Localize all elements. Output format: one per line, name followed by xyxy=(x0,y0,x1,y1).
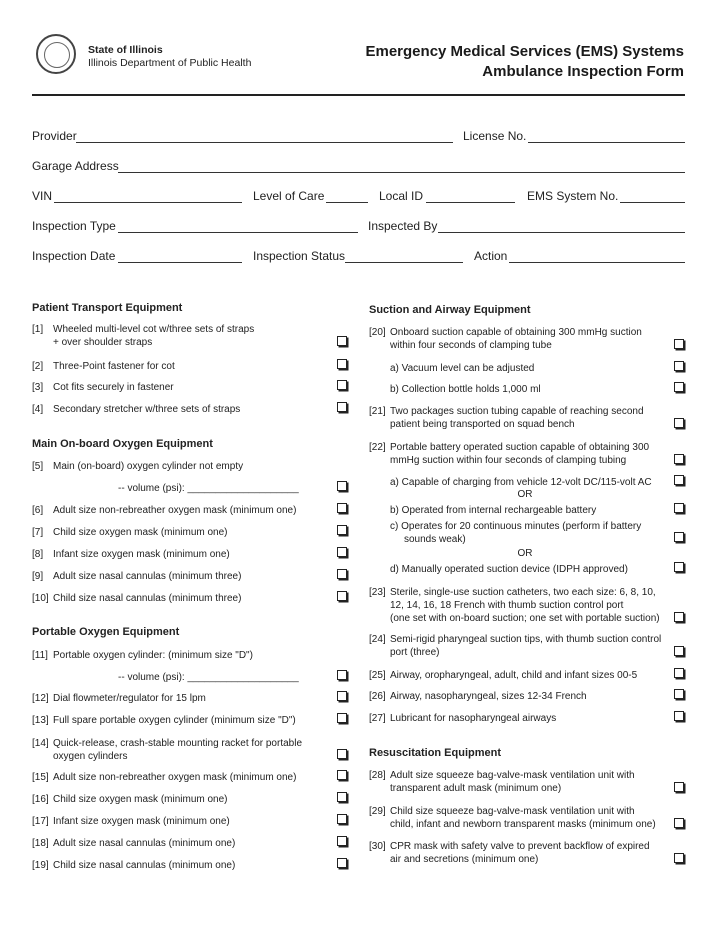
action-label: Action xyxy=(474,249,508,263)
checkbox-item-22c[interactable] xyxy=(674,532,684,542)
checkbox-item-21[interactable] xyxy=(674,418,684,428)
action-field[interactable] xyxy=(509,262,685,263)
checkbox-item-25[interactable] xyxy=(674,668,684,678)
section-main-oxygen: Main On-board Oxygen Equipment xyxy=(32,438,213,450)
title-line1: Emergency Medical Services (EMS) Systems xyxy=(365,43,684,60)
inspected-by-field[interactable] xyxy=(438,232,685,233)
level-of-care-label: Level of Care xyxy=(253,189,325,203)
license-label: License No. xyxy=(463,129,527,143)
checkbox-item-7[interactable] xyxy=(337,525,347,535)
level-of-care-field[interactable] xyxy=(326,202,368,203)
section-patient-transport: Patient Transport Equipment xyxy=(32,302,183,314)
ems-system-field[interactable] xyxy=(620,202,685,203)
checkbox-item-30[interactable] xyxy=(674,853,684,863)
checkbox-item-5[interactable] xyxy=(337,481,347,491)
checkbox-item-28[interactable] xyxy=(674,782,684,792)
item-text: Wheeled multi-level cot w/three sets of straps + over shoulder straps xyxy=(53,324,255,348)
ems-system-label: EMS System No. xyxy=(527,189,619,203)
provider-field[interactable] xyxy=(76,142,453,143)
section-resuscitation: Resuscitation Equipment xyxy=(369,747,502,759)
inspection-date-label: Inspection Date xyxy=(32,249,116,263)
inspection-type-field[interactable] xyxy=(118,232,358,233)
item-22d: d) Manually operated suction device (IDPH approved) xyxy=(390,564,628,575)
item-22a: a) Capable of charging from vehicle 12-volt DC/115-volt AC xyxy=(390,477,652,488)
checkbox-item-22b[interactable] xyxy=(674,503,684,513)
checkbox-item-18[interactable] xyxy=(337,836,347,846)
garage-address-label: Garage Address xyxy=(32,159,119,173)
or-separator-2: OR xyxy=(517,548,533,559)
section-suction-airway: Suction and Airway Equipment xyxy=(369,304,531,316)
checkbox-item-16[interactable] xyxy=(337,792,347,802)
checkbox-item-29[interactable] xyxy=(674,818,684,828)
local-id-field[interactable] xyxy=(426,202,515,203)
agency-line1: State of Illinois xyxy=(88,44,163,56)
item-22c: c) Operates for 20 continuous minutes (perform if battery sounds weak) xyxy=(390,521,642,545)
checkbox-item-9[interactable] xyxy=(337,569,347,579)
checkbox-item-10[interactable] xyxy=(337,591,347,601)
checkbox-item-4[interactable] xyxy=(337,402,347,412)
checkbox-item-8[interactable] xyxy=(337,547,347,557)
form-title xyxy=(366,42,685,82)
vin-field[interactable] xyxy=(54,202,242,203)
inspection-status-field[interactable] xyxy=(345,262,463,263)
checkbox-item-22[interactable] xyxy=(674,454,684,464)
checkbox-item-24[interactable] xyxy=(674,646,684,656)
item-20b: b) Collection bottle holds 1,000 ml xyxy=(390,384,541,395)
checkbox-item-20[interactable] xyxy=(674,339,684,349)
local-id-label: Local ID xyxy=(379,189,424,203)
header-divider xyxy=(32,94,685,96)
item-20a: a) Vacuum level can be adjusted xyxy=(390,363,535,374)
vin-label: VIN xyxy=(32,189,53,203)
checkbox-item-26[interactable] xyxy=(674,689,684,699)
inspection-status-label: Inspection Status xyxy=(253,249,346,263)
title-line2: Ambulance Inspection Form xyxy=(482,63,684,80)
license-field[interactable] xyxy=(528,142,685,143)
garage-address-field[interactable] xyxy=(118,172,685,173)
checkbox-item-3[interactable] xyxy=(337,380,347,390)
checkbox-item-11[interactable] xyxy=(337,670,347,680)
checkbox-item-13[interactable] xyxy=(337,713,347,723)
checkbox-item-17[interactable] xyxy=(337,814,347,824)
checkbox-item-2[interactable] xyxy=(337,359,347,369)
agency-name xyxy=(88,44,251,70)
item-22b: b) Operated from internal rechargeable battery xyxy=(390,505,597,516)
section-portable-oxygen: Portable Oxygen Equipment xyxy=(32,626,180,638)
inspection-type-label: Inspection Type xyxy=(32,219,116,233)
inspection-date-field[interactable] xyxy=(118,262,242,263)
checkbox-item-20b[interactable] xyxy=(674,382,684,392)
checkbox-item-14[interactable] xyxy=(337,749,347,759)
inspected-by-label: Inspected By xyxy=(368,219,438,233)
item-5-volume: -- volume (psi): ____________________ xyxy=(118,483,299,494)
checkbox-item-15[interactable] xyxy=(337,770,347,780)
state-seal-logo xyxy=(36,34,76,74)
checkbox-item-27[interactable] xyxy=(674,711,684,721)
checkbox-item-22d[interactable] xyxy=(674,562,684,572)
agency-line2: Illinois Department of Public Health xyxy=(88,57,252,69)
checkbox-item-12[interactable] xyxy=(337,691,347,701)
checkbox-item-22a[interactable] xyxy=(674,475,684,485)
checkbox-item-6[interactable] xyxy=(337,503,347,513)
checkbox-item-19[interactable] xyxy=(337,858,347,868)
item-11-volume: -- volume (psi): ____________________ xyxy=(118,672,299,683)
checkbox-item-23[interactable] xyxy=(674,612,684,622)
provider-label: Provider xyxy=(32,129,77,143)
checkbox-item-1[interactable] xyxy=(337,336,347,346)
item-number: [1] xyxy=(32,324,44,335)
checkbox-item-20a[interactable] xyxy=(674,361,684,371)
or-separator-1: OR xyxy=(517,489,533,500)
